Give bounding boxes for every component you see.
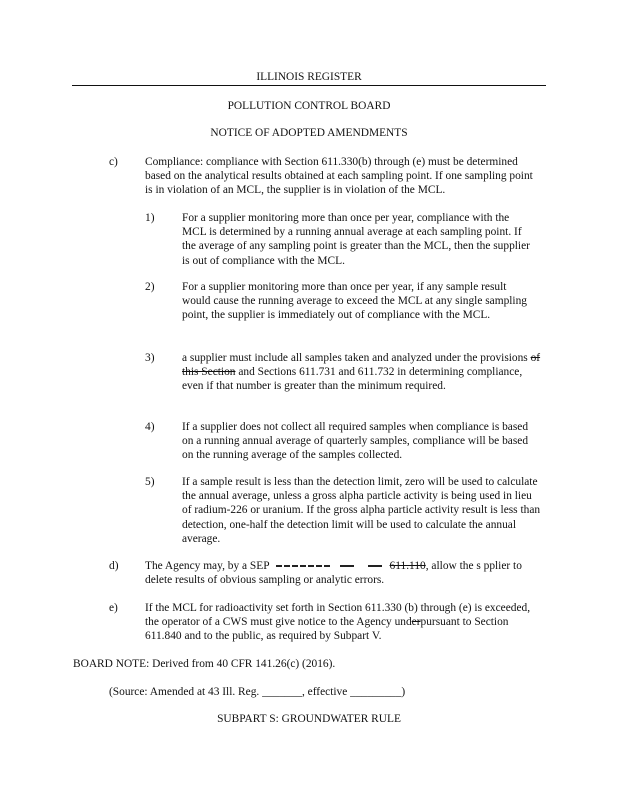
item-d-text-b: , allow the s pplier to delete results of obvious sampling or analytic errors.	[145, 560, 522, 587]
sub-4-label: 4)	[145, 421, 155, 433]
item-d-text-a: The Agency may, by a SEP	[145, 560, 270, 572]
board-note: BOARD NOTE: Derived from 40 CFR 141.26(c) (2016).	[73, 658, 336, 670]
subpart-heading: SUBPART S: GROUNDWATER RULE	[217, 713, 401, 725]
item-e-label: e)	[109, 602, 118, 614]
sub-4-text: If a supplier does not collect all required samples when compliance is based on a running annual average of quarterly samples, compliance will be based on the running average of the samples collected.	[182, 421, 529, 462]
sub-3-label: 3)	[145, 352, 155, 364]
source-line: (Source: Amended at 43 Ill. Reg. _______, effective _________)	[109, 686, 406, 698]
item-d-label: d)	[109, 560, 119, 572]
sub-1-text: For a supplier monitoring more than once per year, compliance with the MCL is determined by a running annual average at each sampling point. If the average of any sampling point is greater than the MCL, then the supplier is out of compliance with the MCL.	[182, 212, 530, 267]
item-d-text	[145, 559, 545, 588]
board-title: POLLUTION CONTROL BOARD	[227, 100, 391, 112]
sub-5-label: 5)	[145, 476, 155, 488]
sub-2-text: For a supplier monitoring more than once per year, if any sample result would cause the running average to exceed the MCL at any single sampling point, the supplier is immediately out of compliance with the MCL.	[182, 281, 527, 322]
sub-3-struck: of this Section	[182, 352, 541, 379]
sub-3-text-a: a supplier must include all samples taken and analyzed under the provisions	[182, 352, 531, 364]
sub-1-label: 1)	[145, 212, 155, 224]
register-title: ILLINOIS REGISTER	[256, 71, 362, 83]
sub-3-text-b: and Sections 611.731 and 611.732 in determining compliance, even if that number is greater than the minimum required.	[182, 366, 523, 393]
redaction-mark	[270, 559, 390, 573]
sub-5-text: If a sample result is less than the detection limit, zero will be used to calculate the annual average, unless a gross alpha particle activity is being used in lieu of radium-226 or uranium. If the gross alpha particle activity result is less than detection, one-half the detection limit will be used to calculate the annual average.	[182, 476, 541, 545]
item-d-struck: 611.110	[389, 560, 426, 572]
header-rule	[72, 85, 546, 86]
item-c-label: c)	[109, 156, 118, 168]
item-e-struck: er	[411, 616, 421, 629]
sub-3-text	[182, 351, 542, 394]
item-e-text-a: If the MCL for radioactivity set forth in Section 611.330 (b) through (e) is exceeded, the operator of a CWS must give notice to the Agency und	[145, 602, 531, 629]
item-e-text-b: pursuant to Section 611.840 and to the public, as required by Subpart V.	[145, 616, 509, 643]
notice-title: NOTICE OF ADOPTED AMENDMENTS	[210, 127, 408, 139]
sub-2-label: 2)	[145, 281, 155, 293]
item-c-text: Compliance: compliance with Section 611.330(b) through (e) must be determined based on the analytical results obtained at each sampling point. If one sampling point is in violation of an MCL, the supplier is in violation of the MCL.	[145, 156, 533, 197]
item-e-text	[145, 601, 545, 644]
